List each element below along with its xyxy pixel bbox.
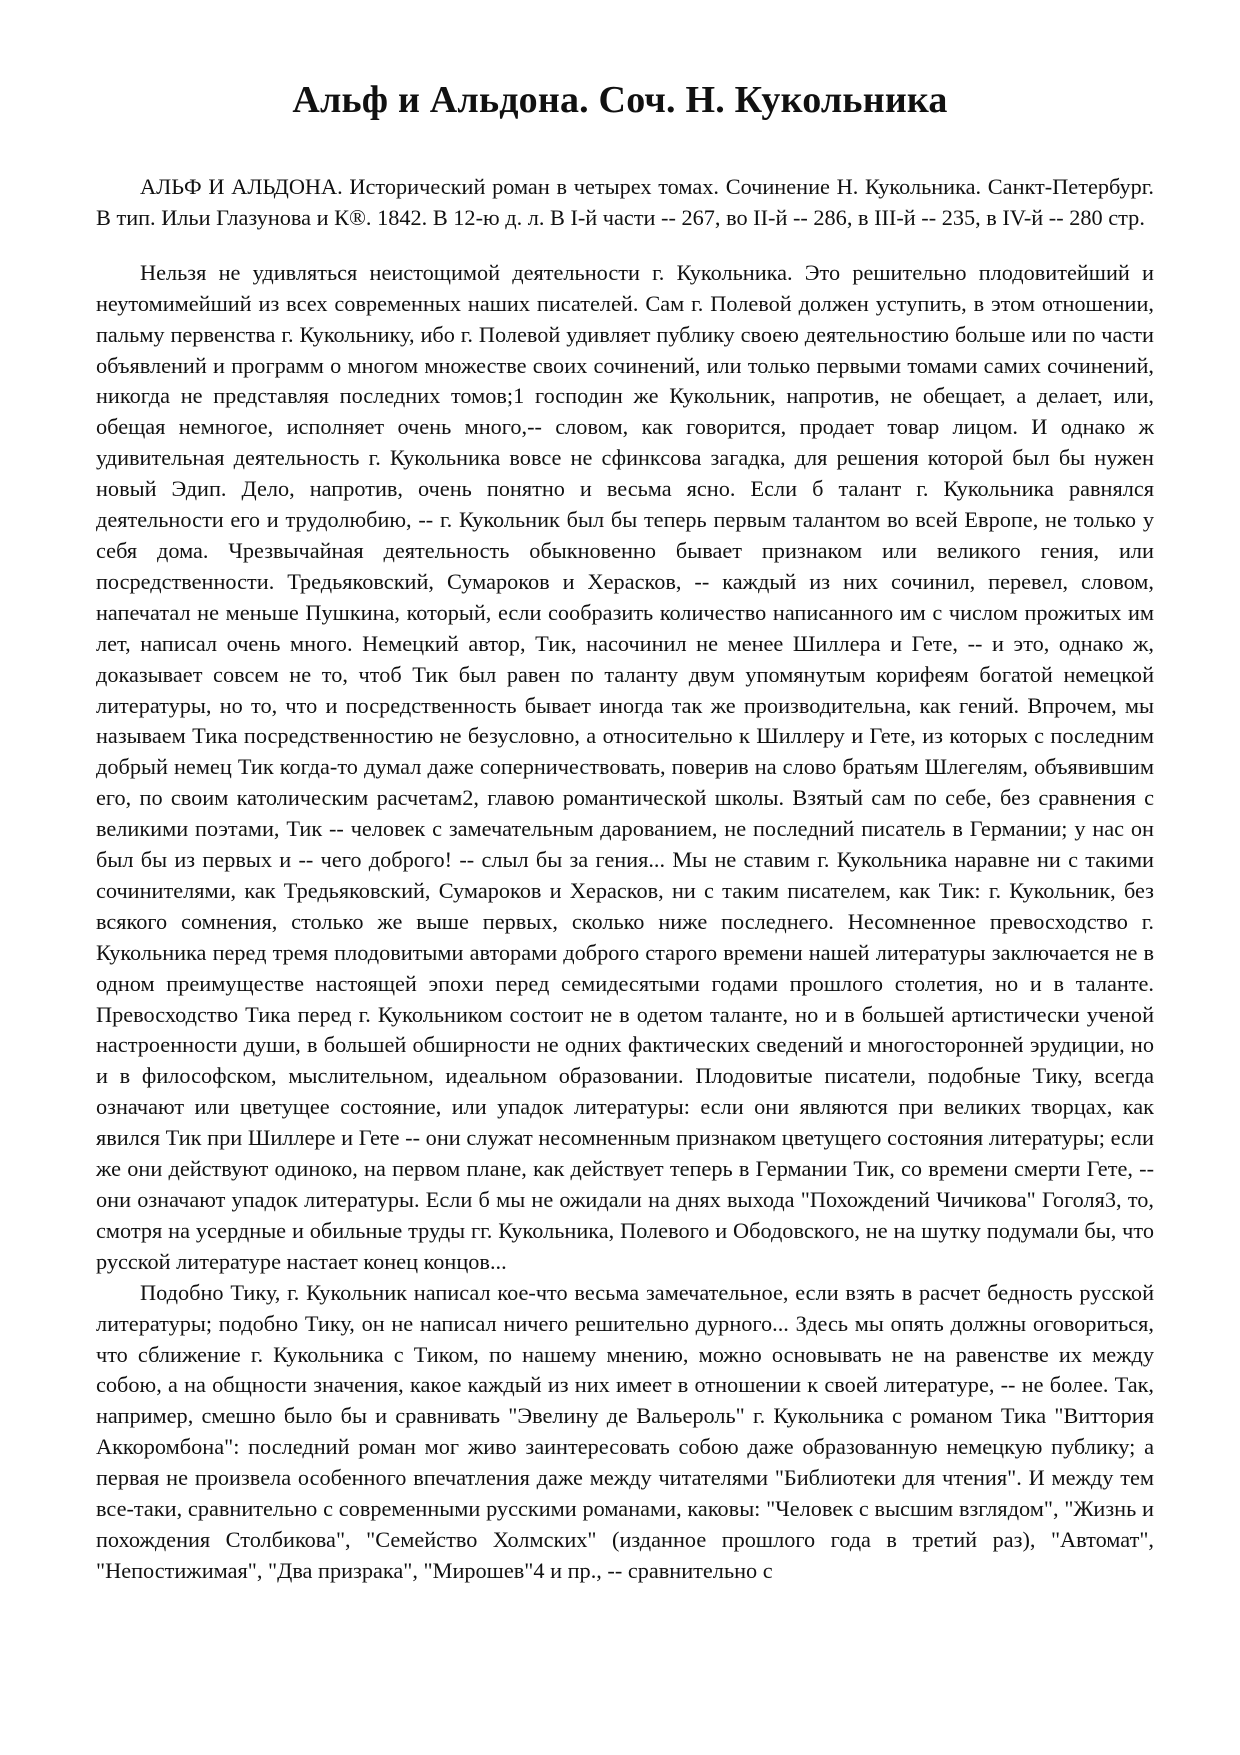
body-paragraph: Нельзя не удивляться неистощимой деятельности г. Кукольника. Это решительно плодовитейший и неутомимейший из всех современных наших писателей. Сам г. Полевой должен уступить, в этом отношении, пальму первенства г. Кукольнику, ибо г. Полевой удивляет публику своею деятельностию больше или по части объявлений и программ о многом множестве своих сочинений, или только первыми томами самих сочинений, никогда не представляя последних томов;1 господин же Кукольник, напротив, не обещает, а делает, или, обещая немногое, исполняет очень много,-- словом, как говорится, продает товар лицом. И однако ж удивительная деятельность г. Кукольника вовсе не сфинксова загадка, для решения которой был бы нужен новый Эдип. Дело, напротив, очень понятно и весьма ясно. Если б талант г. Кукольника равнялся деятельности его и трудолюбию, -- г. Кукольник был бы теперь первым талантом во всей Европе, не только у себя дома. Чрезвычайная деятельность обыкновенно бывает признаком или великого гения, или посредственности. Тредьяковский, Сумароков и Херасков, -- каждый из них сочинил, перевел, словом, напечатал не меньше Пушкина, который, если сообразить количество написанного им с числом прожитых им лет, написал очень много. Немецкий автор, Тик, насочинил не менее Шиллера и Гете, -- и это, однако ж, доказывает совсем не то, чтоб Тик был равен по таланту двум упомянутым корифеям богатой немецкой литературы, но то, что и посредственность бывает иногда так же производительна, как гений. Впрочем, мы называем Тика посредственностию не безусловно, а относительно к Шиллеру и Гете, из которых с последним добрый немец Тик когда-то думал даже соперничествовать, поверив на слово братьям Шлегелям, объявившим его, по своим католическим расчетам2, главою романтической школы. Взятый сам по себе, без сравнения с великими поэтами, Тик -- человек с замечательным дарованием, не последний писатель в Германии; у нас он был бы из первых и -- чего доброго! -- слыл бы за гения... Мы не ставим г. Кукольника наравне ни с такими сочинителями, как Тредьяковский, Сумароков и Херасков, ни с таким писателем, как Тик: г. Кукольник, без всякого сомнения, столько же выше первых, сколько ниже последнего. Несомненное превосходство г. Кукольника перед тремя плодовитыми авторами доброго старого времени нашей литературы заключается не в одном преимуществе настоящей эпохи перед семидесятыми годами прошлого столетия, но и в таланте. Превосходство Тика перед г. Кукольником состоит не в одетом таланте, но и в большей артистически ученой настроенности души, в большей обширности не одних фактических сведений и многосторонней эрудиции, но и в философском, мыслительном, идеальном образовании. Плодовитые писатели, подобные Тику, всегда означают или цветущее состояние, или упадок литературы: если они являются при великих творцах, как явился Тик при Шиллере и Гете -- они служат несомненным признаком цветущего состояния литературы; если же они действуют одиноко, на первом плане, как действует теперь в Германии Тик, со времени смерти Гете, -- они означают упадок литературы. Если б мы не ожидали на днях выхода "Похождений Чичикова" Гоголя3, то, смотря на усердные и обильные труды гг. Кукольника, Полевого и Ободовского, не на шутку подумали бы, что русской литературе настает конец концов... [96, 259, 1154, 1274]
bibliographic-paragraph: АЛЬФ И АЛЬДОНА. Исторический роман в четырех томах. Сочинение Н. Кукольника. Санкт-Петербург. В тип. Ильи Глазунова и К®. 1842. В 12-ю д. л. В I-й части -- 267, во II-й -- 286, в III-й -- 235, в IV-й -- 280 стр. [96, 174, 1154, 230]
document-body [96, 172, 1154, 1587]
body-paragraph: Подобно Тику, г. Кукольник написал кое-что весьма замечательное, если взять в расчет бедность русской литературы; подобно Тику, он не написал ничего решительно дурного... Здесь мы опять должны оговориться, что сближение г. Кукольника с Тиком, по нашему мнению, можно основывать не на равенстве их между собою, а на общности значения, какое каждый из них имеет в отношении к своей литературе, -- не более. Так, например, смешно было бы и сравнивать "Эвелину де Вальероль" г. Кукольника с романом Тика "Виттория Аккоромбона": последний роман мог живо заинтересовать собою даже образованную немецкую публику; а первая не произвела особенного впечатления даже между читателями "Библиотеки для чтения". И между тем все-таки, сравнительно с современными русскими романами, каковы: "Человек с высшим взглядом", "Жизнь и похождения Столбикова", "Семейство Холмских" (изданное прошлого года в третий раз), "Автомат", "Непостижимая", "Два призрака", "Мирошев"4 и пр., -- сравнительно с [96, 1279, 1154, 1583]
page-title: Альф и Альдона. Соч. Н. Кукольника [292, 79, 948, 121]
